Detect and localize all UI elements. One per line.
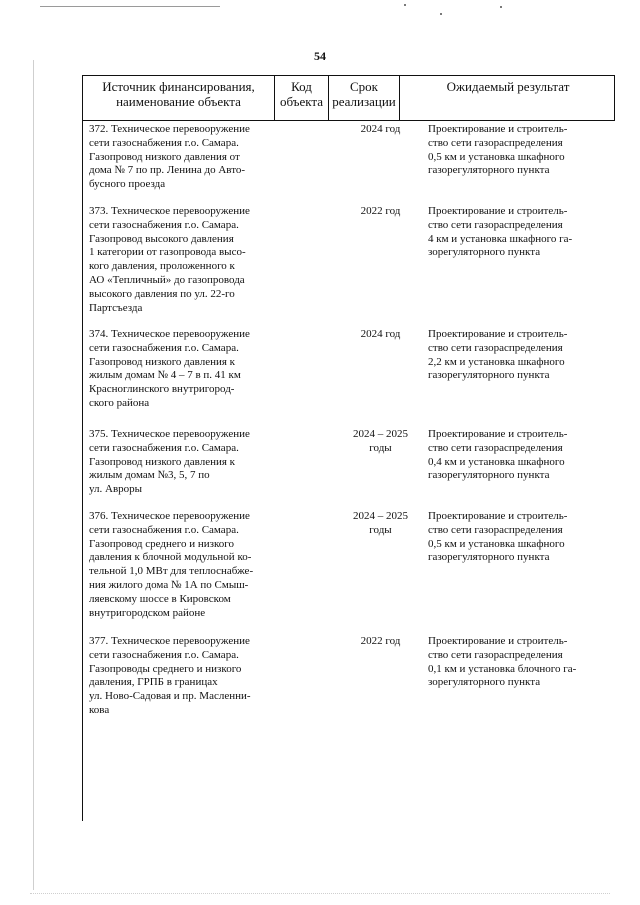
- scan-artifact-bottom: [30, 893, 610, 895]
- row-result: Проектирование и строитель- ство сети газораспределения 2,2 км и установка шкафного газорегуляторного пункта: [428, 328, 568, 382]
- objects-table: [82, 75, 615, 821]
- row-source: 373. Техническое перевооружение сети газоснабжения г.о. Самара. Газопровод высокого давления 1 категории от газопровода высо- кого давления, проложенного к АО «Тепличный» до газопровода высокого давления по ул. 22-го Партсъезда: [89, 205, 250, 314]
- row-result: Проектирование и строитель- ство сети газораспределения 4 км и установка шкафного га- зорегуляторного пункта: [428, 205, 573, 259]
- row-source: 375. Техническое перевооружение сети газоснабжения г.о. Самара. Газопровод низкого давления к жилым домам №3, 5, 7 по ул. Авроры: [89, 428, 250, 496]
- header-source: Источник финансирования, наименование объекта: [83, 76, 275, 120]
- scan-artifact-dot: [440, 13, 442, 15]
- header-period: Срок реализации: [329, 76, 400, 120]
- row-result: Проектирование и строитель- ство сети газораспределения 0,5 км и установка шкафного газорегуляторного пункта: [428, 510, 568, 564]
- scan-artifact-line: [40, 6, 220, 7]
- scan-margin-line: [33, 60, 34, 890]
- row-period: 2022 год: [360, 635, 401, 647]
- row-period: 2024 год: [360, 328, 401, 340]
- row-source: 374. Техническое перевооружение сети газоснабжения г.о. Самара. Газопровод низкого давления к жилым домам № 4 – 7 в п. 41 км Красноглинского внутригород- ского района: [89, 328, 250, 409]
- row-result: Проектирование и строитель- ство сети газораспределения 0,4 км и установка шкафного газорегуляторного пункта: [428, 428, 568, 482]
- row-source: 376. Техническое перевооружение сети газоснабжения г.о. Самара. Газопровод среднего и низкого давления к блочной модульной ко- тельной 1,0 МВт для теплоснабже- ния жилого дома № 1А по Смыш- ляевскому шоссе в Кировском внутригородском районе: [89, 510, 254, 619]
- header-code: Код объекта: [275, 76, 329, 120]
- row-result: Проектирование и строитель- ство сети газораспределения 0,1 км и установка блочного га- зорегуляторного пункта: [428, 635, 577, 689]
- row-result: Проектирование и строитель- ство сети газораспределения 0,5 км и установка шкафного газорегуляторного пункта: [428, 123, 568, 177]
- page-number: 54: [314, 49, 326, 63]
- header-result: Ожидаемый результат: [446, 79, 570, 94]
- table-body: [82, 121, 615, 821]
- scan-artifact-dot: [404, 4, 406, 6]
- scan-artifact-dot: [500, 6, 502, 8]
- row-source: 372. Техническое перевооружение сети газоснабжения г.о. Самара. Газопровод низкого давления от дома № 7 по пр. Ленина до Авто- бусного проезда: [89, 123, 250, 191]
- row-source: 377. Техническое перевооружение сети газоснабжения г.о. Самара. Газопроводы среднего и низкого давления, ГРПБ в границах ул. Ново-Садовая и пр. Масленни- кова: [89, 635, 251, 716]
- row-period: 2024 год: [360, 123, 401, 135]
- row-period: 2024 – 2025 годы: [353, 428, 408, 454]
- table-header: [82, 75, 615, 121]
- row-period: 2024 – 2025 годы: [353, 510, 408, 536]
- row-period: 2022 год: [360, 205, 401, 217]
